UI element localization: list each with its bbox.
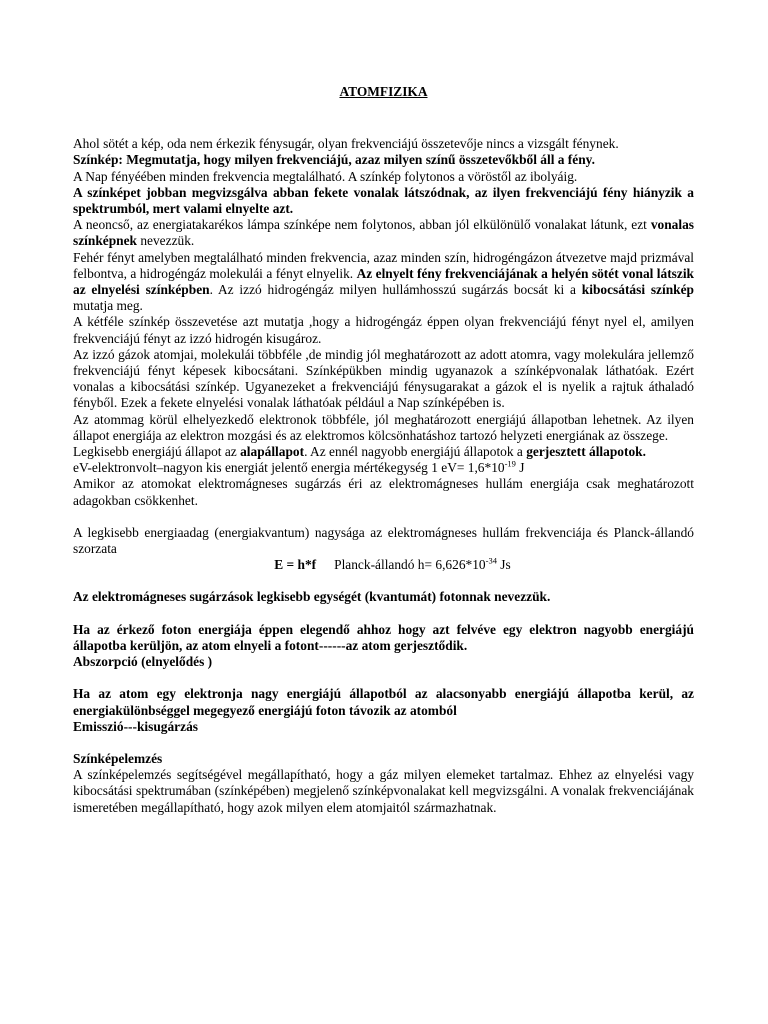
bold-text: Emisszió---kisugárzás (73, 718, 198, 734)
paragraph-electrons: Az atommag körül elhelyezkedő elektronok többféle, jól meghatározott energiájú állapotban lehetnek. Az ilyen állapot energiája az elektron mozgási és az elektromos kölcsönhatáshoz tartozó helyzeti energiának az összege. (73, 411, 694, 443)
bold-text: Ha az érkező foton energiája éppen elegendő ahhoz hogy azt felvéve egy elektron nagyobb energiájú állapotba kerüljön, az atom elnyeli a fotont------az atom gerjesztődik. (73, 621, 694, 653)
term-vonalas-szinkep: vonalas színképnek (73, 217, 694, 249)
bold-text: Színkép: Megmutatja, hogy milyen frekvenciájú, azaz milyen színű összetevőkből áll a fény. (73, 152, 595, 168)
text-span: J (515, 460, 525, 476)
text-span: Js (496, 557, 511, 573)
exponent: -34 (485, 555, 497, 566)
text-span: Legkisebb energiájú állapot az (73, 444, 241, 460)
text-span: . Az izzó hidrogéngáz milyen hullámhosszú sugárzás bocsát ki a (209, 282, 582, 298)
paragraph-photon (73, 589, 694, 605)
paragraph-line-spectrum (73, 217, 694, 249)
term-kibocsatasi-szinkep: kibocsátási színkép (581, 282, 695, 298)
paragraph-szinkep-definition (73, 152, 694, 168)
text-span: Planck-állandó h= 6,626*10 (334, 557, 486, 573)
paragraph-ev (73, 460, 694, 476)
paragraph-comparison: A kétféle színkép összevetése azt mutatja ,hogy a hidrogéngáz éppen olyan frekvenciájú fényt nyel el, amilyen frekvenciájú fényt az izzó hidrogén kisugároz. (73, 314, 694, 346)
bold-text: Az elektromágneses sugárzások legkisebb egységét (kvantumát) fotonnak nevezzük. (73, 589, 551, 605)
formula-line (73, 557, 694, 573)
paragraph-dark-lines (73, 185, 694, 217)
paragraph-absorption (73, 622, 694, 654)
page-title: ATOMFIZIKA (339, 84, 428, 99)
text-span: eV-elektronvolt–nagyon kis energiát jelentő energia mértékegység 1 eV= 1,6*10 (73, 460, 505, 476)
bold-text: Az elnyelt fény frekvenciájának a helyén sötét vonal látszik az elnyelési színképben (73, 265, 694, 298)
text-span: Fehér fényt amelyben megtalálható minden frekvencia, azaz minden szín, hidrogéngázon átvezetve majd prizmával felbontva, a hidrogéngáz molekulái a fényt elnyelik. (73, 249, 694, 281)
text-span: nevezzük. (137, 233, 195, 249)
paragraph-spectral-analysis: A színképelemzés segítségével megállapítható, hogy a gáz milyen elemeket tartalmaz. Ehhez az elnyelési vagy kibocsátási spektrumában (színképében) megjelenő színképvonalakat kell megvizsgálni. A vonalak frekvenciájának ismeretében megállapítható, hogy azok milyen elem atomjaitól származhatnak. (73, 767, 694, 815)
paragraph-nap-spectrum: A Nap fényéében minden frekvencia megtalálható. A színkép folytonos a vöröstől az ibolyáig. (73, 168, 578, 184)
bold-text: Színképelemzés (73, 750, 163, 766)
bold-text: Ha az atom egy elektronja nagy energiájú állapotból az alacsonyabb energiájú állapotba kerül, az energiakülönbséggel megegyező energiájú foton távozik az atomból (73, 686, 694, 718)
paragraph-emission (73, 686, 694, 718)
bold-text: Abszorpció (elnyelődés ) (73, 654, 213, 670)
paragraph-quanta: Amikor az atomokat elektromágneses sugárzás éri az elektromágneses hullám energiája csak meghatározott adagokban csökkenhet. (73, 476, 694, 508)
text-span: A neoncső, az energiatakarékos lámpa színképe nem folytonos, abban jól elkülönülő vonalakat látunk, ezt (73, 217, 651, 233)
text-span: . Az ennél nagyobb energiájú állapotok a (304, 444, 527, 460)
paragraph-hydrogen (73, 250, 694, 315)
text-span: mutatja meg. (73, 298, 143, 314)
formula: E = h*f (274, 557, 317, 573)
paragraph-gases: Az izzó gázok atomjai, molekulái többféle ,de mindig jól meghatározott az adott atomra, vagy molekulára jellemző frekvenciájú fényt képesek kibocsátani. Színképükben mindig ugyanazok a színképvonalak láthatóak. Ezért vonalas a kibocsátási színkép. Ugyanezeket a frekvenciájú fénysugarakat a gázok el is nyelik a rajtuk áthaladó fényből. Ezek a fekete elnyelési vonalak láthatóak például a Nap színképében is. (73, 346, 694, 411)
paragraph-absorption-label (73, 654, 694, 670)
term-alapallapot: alapállapot (240, 444, 305, 460)
paragraph-emission-label (73, 719, 694, 735)
paragraph-states (73, 444, 694, 460)
section-heading-szinkepelemzes (73, 751, 694, 767)
document-page (73, 84, 694, 816)
exponent: -19 (504, 458, 516, 469)
paragraph-energy-quantum: A legkisebb energiaadag (energiakvantum) nagysága az elektromágneses hullám frekvenciája és Planck-állandó szorzata (73, 524, 694, 557)
bold-text: A színképet jobban megvizsgálva abban fekete vonalak látszódnak, az ilyen frekvenciájú fény hiányzik a spektrumból, mert valami elnyelte azt. (73, 184, 694, 217)
term-gerjesztett: gerjesztett állapotok. (526, 444, 646, 460)
paragraph-intro: Ahol sötét a kép, oda nem érkezik fénysugár, olyan frekvenciájú összetevője nincs a vizsgált fénynek. (73, 136, 619, 152)
